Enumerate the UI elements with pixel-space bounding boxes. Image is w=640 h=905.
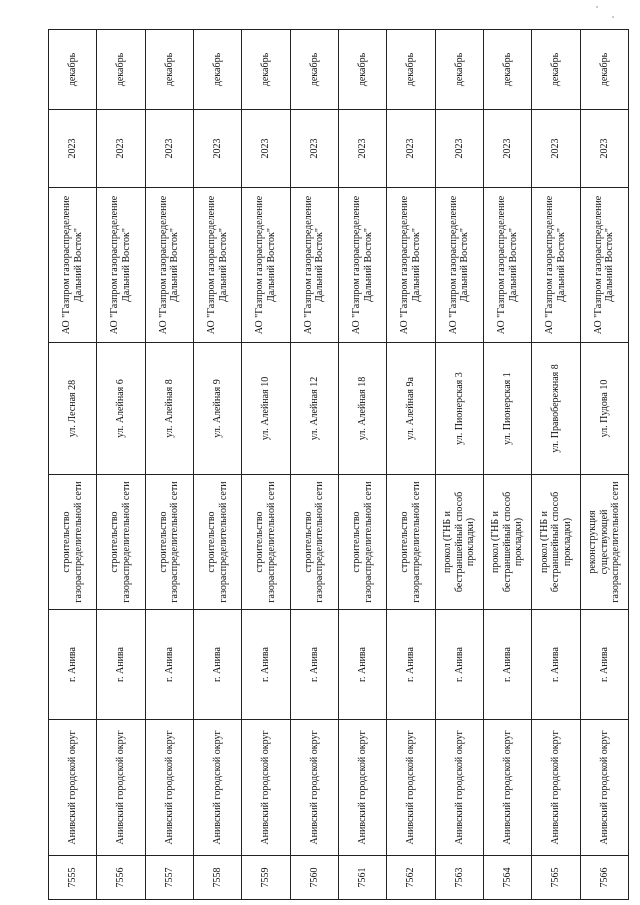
table-row [193, 30, 241, 900]
cell-locality: г. Анива [290, 610, 338, 720]
table-row [242, 30, 290, 900]
cell-work: строительство газораспределительной сети [193, 475, 241, 610]
cell-locality: г. Анива [483, 610, 531, 720]
cell-year: 2023 [387, 110, 435, 188]
cell-organization: АО "Газпром газораспределение Дальний Восток" [290, 188, 338, 343]
cell-year: 2023 [49, 110, 97, 188]
cell-organization: АО "Газпром газораспределение Дальний Восток" [145, 188, 193, 343]
table-row [290, 30, 338, 900]
cell-month: декабрь [483, 30, 531, 110]
cell-address: ул. Алейная 18 [338, 343, 386, 475]
cell-municipality: Анивский городской округ [435, 720, 483, 856]
table-row [97, 30, 145, 900]
cell-num: 7556 [97, 856, 145, 900]
scan-speck [596, 6, 598, 8]
cell-work: реконструкция существующей газораспределительной сети [580, 475, 628, 610]
cell-organization: АО "Газпром газораспределение Дальний Восток" [97, 188, 145, 343]
cell-address: ул. Алейная 9а [387, 343, 435, 475]
document-page [48, 30, 628, 900]
cell-work: прокол (ГНБ и бестраншейный способ прокладки) [435, 475, 483, 610]
scan-speck [612, 16, 614, 18]
cell-month: декабрь [435, 30, 483, 110]
cell-month: декабрь [387, 30, 435, 110]
cell-num: 7566 [580, 856, 628, 900]
cell-locality: г. Анива [49, 610, 97, 720]
table-row [580, 30, 628, 900]
cell-year: 2023 [97, 110, 145, 188]
cell-organization: АО "Газпром газораспределение Дальний Восток" [580, 188, 628, 343]
cell-organization: АО "Газпром газораспределение Дальний Восток" [242, 188, 290, 343]
cell-address: ул. Пионерская 3 [435, 343, 483, 475]
cell-work: строительство газораспределительной сети [49, 475, 97, 610]
cell-year: 2023 [145, 110, 193, 188]
cell-address: ул. Алейная 6 [97, 343, 145, 475]
cell-work: строительство газораспределительной сети [338, 475, 386, 610]
rotated-table-wrapper [48, 30, 628, 900]
cell-month: декабрь [145, 30, 193, 110]
cell-address: ул. Пионерская 1 [483, 343, 531, 475]
cell-year: 2023 [338, 110, 386, 188]
cell-address: ул. Алейная 10 [242, 343, 290, 475]
cell-month: декабрь [49, 30, 97, 110]
cell-locality: г. Анива [532, 610, 580, 720]
cell-num: 7557 [145, 856, 193, 900]
cell-num: 7561 [338, 856, 386, 900]
cell-num: 7563 [435, 856, 483, 900]
cell-month: декабрь [193, 30, 241, 110]
cell-year: 2023 [193, 110, 241, 188]
cell-municipality: Анивский городской округ [338, 720, 386, 856]
cell-locality: г. Анива [387, 610, 435, 720]
cell-locality: г. Анива [145, 610, 193, 720]
cell-municipality: Анивский городской округ [532, 720, 580, 856]
cell-month: декабрь [532, 30, 580, 110]
cell-year: 2023 [580, 110, 628, 188]
cell-address: ул. Алейная 8 [145, 343, 193, 475]
cell-address: ул. Алейная 9 [193, 343, 241, 475]
cell-municipality: Анивский городской округ [387, 720, 435, 856]
cell-organization: АО "Газпром газораспределение Дальний Восток" [193, 188, 241, 343]
cell-organization: АО "Газпром газораспределение Дальний Восток" [532, 188, 580, 343]
cell-year: 2023 [532, 110, 580, 188]
cell-organization: АО "Газпром газораспределение Дальний Восток" [483, 188, 531, 343]
cell-locality: г. Анива [242, 610, 290, 720]
cell-locality: г. Анива [338, 610, 386, 720]
cell-month: декабрь [97, 30, 145, 110]
table-row [435, 30, 483, 900]
cell-month: декабрь [338, 30, 386, 110]
table-row [387, 30, 435, 900]
cell-month: декабрь [242, 30, 290, 110]
cell-address: ул. Пудова 10 [580, 343, 628, 475]
cell-num: 7560 [290, 856, 338, 900]
gas-works-table [48, 29, 629, 900]
cell-work: строительство газораспределительной сети [242, 475, 290, 610]
cell-work: строительство газораспределительной сети [145, 475, 193, 610]
cell-address: ул. Алейная 12 [290, 343, 338, 475]
cell-municipality: Анивский городской округ [145, 720, 193, 856]
cell-num: 7565 [532, 856, 580, 900]
cell-month: декабрь [290, 30, 338, 110]
cell-work: строительство газораспределительной сети [290, 475, 338, 610]
table-row [338, 30, 386, 900]
cell-num: 7555 [49, 856, 97, 900]
cell-year: 2023 [242, 110, 290, 188]
cell-municipality: Анивский городской округ [242, 720, 290, 856]
cell-municipality: Анивский городской округ [193, 720, 241, 856]
cell-municipality: Анивский городской округ [580, 720, 628, 856]
cell-organization: АО "Газпром газораспределение Дальний Восток" [387, 188, 435, 343]
cell-organization: АО "Газпром газораспределение Дальний Восток" [338, 188, 386, 343]
cell-municipality: Анивский городской округ [49, 720, 97, 856]
cell-year: 2023 [483, 110, 531, 188]
cell-locality: г. Анива [580, 610, 628, 720]
cell-num: 7564 [483, 856, 531, 900]
cell-municipality: Анивский городской округ [483, 720, 531, 856]
cell-locality: г. Анива [97, 610, 145, 720]
cell-work: строительство газораспределительной сети [97, 475, 145, 610]
cell-address: ул. Лесная 28 [49, 343, 97, 475]
cell-work: прокол (ГНБ и бестраншейный способ прокладки) [532, 475, 580, 610]
cell-locality: г. Анива [435, 610, 483, 720]
table-row [145, 30, 193, 900]
cell-organization: АО "Газпром газораспределение Дальний Восток" [435, 188, 483, 343]
cell-year: 2023 [290, 110, 338, 188]
cell-locality: г. Анива [193, 610, 241, 720]
cell-num: 7558 [193, 856, 241, 900]
table-row [532, 30, 580, 900]
cell-num: 7559 [242, 856, 290, 900]
cell-municipality: Анивский городской округ [97, 720, 145, 856]
table-row [49, 30, 97, 900]
cell-work: строительство газораспределительной сети [387, 475, 435, 610]
cell-address: ул. Правобережная 8 [532, 343, 580, 475]
table-body [49, 30, 629, 900]
table-row [483, 30, 531, 900]
cell-num: 7562 [387, 856, 435, 900]
cell-work: прокол (ГНБ и бестраншейный способ прокладки) [483, 475, 531, 610]
cell-month: декабрь [580, 30, 628, 110]
cell-year: 2023 [435, 110, 483, 188]
cell-municipality: Анивский городской округ [290, 720, 338, 856]
cell-organization: АО "Газпром газораспределение Дальний Восток" [49, 188, 97, 343]
